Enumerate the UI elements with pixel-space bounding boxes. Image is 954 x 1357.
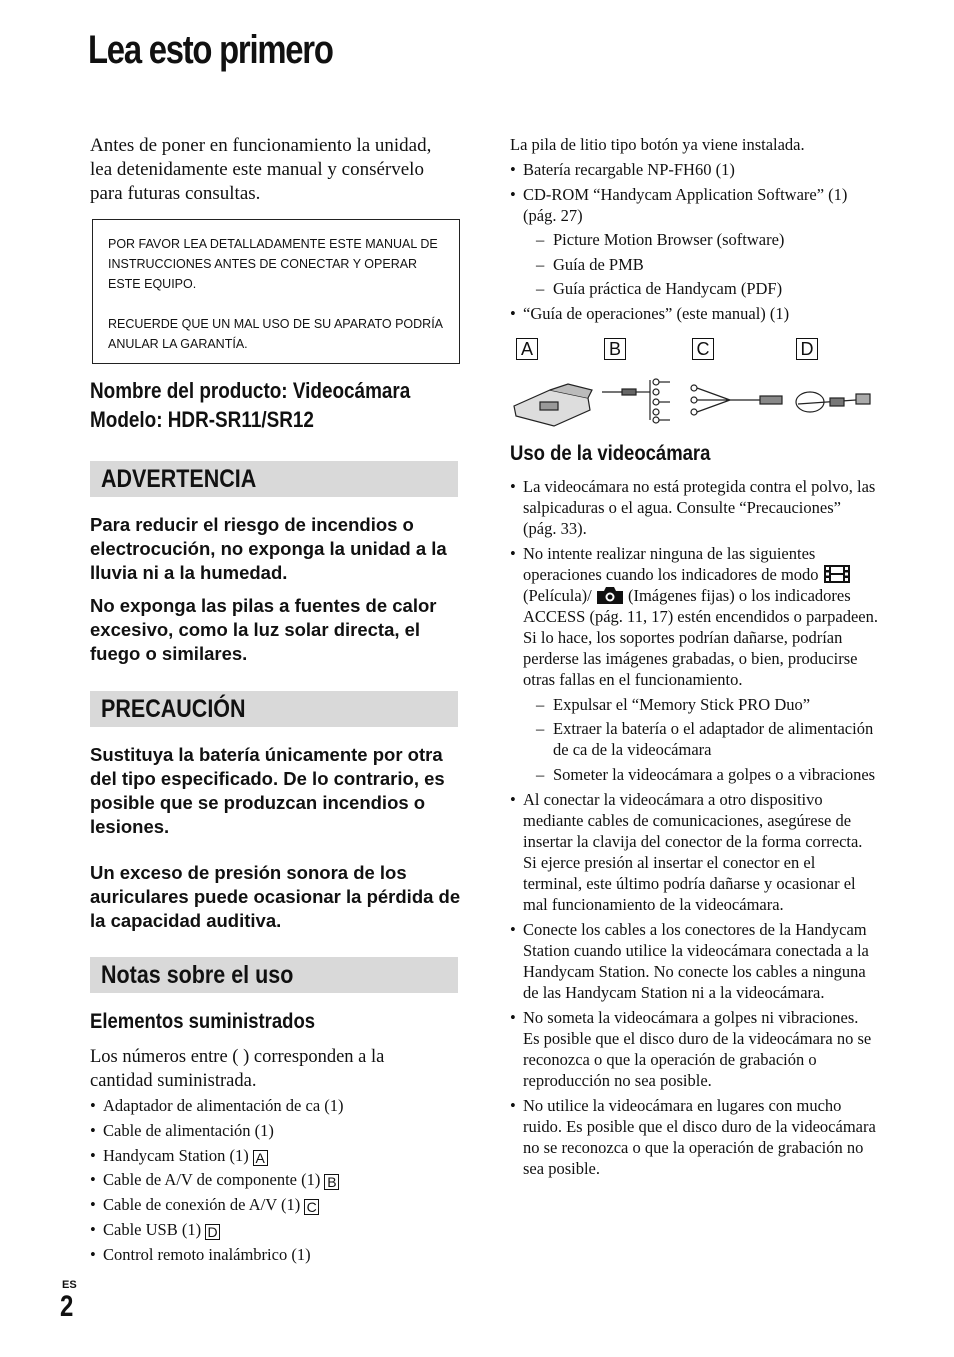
page-title: Lea esto primero [88, 28, 333, 72]
warning-box-line-2: RECUERDE QUE UN MAL USO DE SU APARATO PODRÍA ANULAR LA GARANTÍA. [108, 317, 443, 351]
list-item: • “Guía de operaciones” (este manual) (1) [510, 303, 878, 324]
sub-list-item: – Extraer la batería o el adaptador de alimentación de ca de la videocámara [536, 718, 878, 760]
section-band-precaucion [90, 691, 458, 727]
list-item: • Handycam Station (1) A [90, 1144, 344, 1169]
warning-box-line-1: POR FAVOR LEA DETALLADAMENTE ESTE MANUAL DE INSTRUCCIONES ANTES DE CONECTAR Y OPERAR ESTE EQUIPO. [108, 237, 438, 291]
subheading-elementos: Elementos suministrados [90, 1009, 316, 1033]
advertencia-paragraph-1: Para reducir el riesgo de incendios o electrocución, no exponga la unidad a la lluvia ni a la humedad. [90, 514, 447, 583]
supplied-items-list-continued [510, 159, 878, 327]
uso-bullet-list [510, 476, 878, 1183]
intro-text: Antes de poner en funcionamiento la unidad, lea detenidamente este manual y consérvelo para futuras consultas. [90, 135, 432, 204]
product-model: Modelo: HDR-SR11/SR12 [90, 407, 314, 432]
warning-box [92, 219, 460, 364]
label-b: B [604, 338, 626, 360]
list-item: • Batería recargable NP-FH60 (1) [510, 159, 878, 180]
section-heading-precaucion: PRECAUCIÓN [101, 695, 246, 723]
label-c: C [692, 338, 714, 360]
list-item: • No intente realizar ninguna de las siguientes operaciones cuando los indicadores de modo (Película)/ (Imágenes fijas) o los indicadores ACCESS (pág. 11, 17) estén encendidos o parpadeen. Si lo hace, los soportes podrían dañarse, podrían perderse las imágenes grabadas, o bien, producirse otras fallas en el funcionamiento. – Expulsar el “Memory Stick PRO Duo” – Extraer la batería o el adaptador de alimentación de ca de la videocámara – Someter la videocámara a golpes o a vibraciones [510, 543, 878, 785]
section-heading-advertencia: ADVERTENCIA [101, 465, 257, 493]
section-band-advertencia [90, 461, 458, 497]
list-item: • CD-ROM “Handycam Application Software” (1) (pág. 27) – Picture Motion Browser (software) – Guía de PMB – Guía práctica de Handycam (PDF) [510, 184, 878, 300]
list-item: • Cable de conexión de A/V (1) C [90, 1193, 344, 1218]
component-av-cable-illustration [602, 379, 670, 423]
list-item: • Cable de alimentación (1) [90, 1119, 344, 1144]
sub-list-item: – Someter la videocámara a golpes o a vibraciones [536, 764, 878, 785]
sub-list-item: – Expulsar el “Memory Stick PRO Duo” [536, 694, 878, 715]
list-item: • Adaptador de alimentación de ca (1) [90, 1094, 344, 1119]
product-name: Nombre del producto: Videocámara [90, 378, 411, 403]
item-letter-badge: A [253, 1150, 268, 1166]
sub-list-item: – Guía práctica de Handycam (PDF) [536, 278, 878, 299]
sub-list-item: – Picture Motion Browser (software) [536, 229, 878, 250]
footer-language-tag: ES [62, 1279, 77, 1291]
list-item: • Cable USB (1) D [90, 1218, 344, 1243]
label-d: D [796, 338, 818, 360]
accessory-labels [516, 338, 836, 360]
item-letter-badge: C [304, 1199, 319, 1215]
item-letter-badge: B [324, 1174, 339, 1190]
accessories-illustration [510, 376, 880, 428]
advertencia-paragraph-2: No exponga las pilas a fuentes de calor excesivo, como la luz solar directa, el fuego o similares. [90, 595, 437, 664]
list-item: • La videocámara no está protegida contra el polvo, las salpicaduras o el agua. Consulte “Precauciones” (pág. 33). [510, 476, 878, 539]
section-band-notas [90, 957, 458, 993]
av-connection-cable-illustration [691, 385, 782, 415]
section-heading-notas: Notas sobre el uso [101, 961, 294, 989]
product-info [90, 376, 460, 434]
battery-note: La pila de litio tipo botón ya viene instalada. [510, 135, 805, 154]
list-item: • Control remoto inalámbrico (1) [90, 1243, 344, 1268]
label-a: A [516, 338, 538, 360]
list-item: • No utilice la videocámara en lugares con mucho ruido. Es posible que el disco duro de la videocámara no se reconozca o que la operación de grabación no sea posible. [510, 1095, 878, 1179]
uso-sublist [523, 694, 878, 785]
list-item: • No someta la videocámara a golpes ni vibraciones. Es posible que el disco duro de la videocámara no se reconozca o que la operación de grabación o reproducción no sea posible. [510, 1007, 878, 1091]
list-item: • Conecte los cables a los conectores de la Handycam Station cuando utilice la videocámara conectada a la Handycam Station. No conecte los cables a ninguna de las Handycam Station ni a la videocámara. [510, 919, 878, 1003]
camera-mode-icon [596, 585, 624, 605]
subheading-uso: Uso de la videocámara [510, 441, 711, 465]
precaucion-paragraph-1: Sustituya la batería únicamente por otra del tipo especificado. De lo contrario, es posible que se produzcan incendios o lesiones. [90, 744, 445, 837]
cdrom-sublist [523, 229, 878, 299]
page-number: 2 [60, 1290, 74, 1323]
movie-mode-icon [823, 564, 851, 584]
sub-list-item: – Guía de PMB [536, 254, 878, 275]
item-letter-badge: D [205, 1224, 220, 1240]
handycam-station-illustration [514, 384, 592, 426]
usb-cable-illustration [796, 392, 870, 412]
list-item: • Cable de A/V de componente (1) B [90, 1168, 344, 1193]
precaucion-paragraph-2: Un exceso de presión sonora de los auriculares puede ocasionar la pérdida de la capacidad auditiva. [90, 862, 461, 931]
supplied-items-list [90, 1094, 344, 1268]
elementos-intro: Los números entre ( ) corresponden a la cantidad suministrada. [90, 1047, 385, 1091]
list-item: • Al conectar la videocámara a otro dispositivo mediante cables de comunicaciones, asegúrese de insertar la clavija del conector de la forma correcta. Si ejerce presión al insertar el conector en el terminal, este último podría dañarse y ocasionar el mal funcionamiento de la videocámara. [510, 789, 878, 915]
